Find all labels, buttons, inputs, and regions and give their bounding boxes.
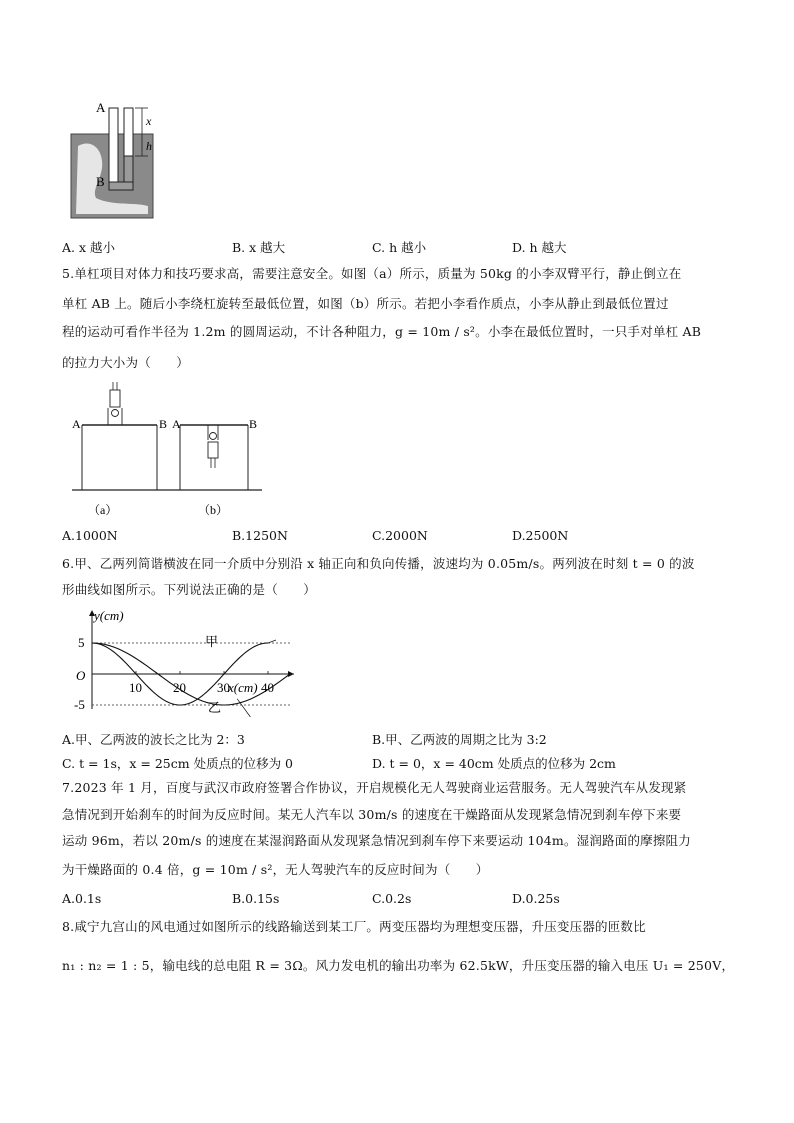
tube-b-top [124, 108, 133, 156]
q8-line-1: 8.咸宁九宫山的风电通过如图所示的线路输送到某工厂。两变压器均为理想变压器，升压变压器的匝数比 [62, 919, 646, 934]
q4-figure [62, 98, 182, 228]
q7-option-c: C.0.2s [372, 891, 412, 906]
person-b-body [208, 442, 218, 458]
q6-option-a: A.甲、乙两波的波长之比为 2：3 [62, 732, 245, 747]
q6-option-c: C. t = 1s，x = 25cm 处质点的位移为 0 [62, 756, 294, 771]
q6-option-b: B.甲、乙两波的周期之比为 3:2 [372, 732, 547, 747]
q5-option-c: C.2000N [372, 528, 428, 543]
tube-bottom [109, 182, 133, 190]
x-tick-label: 20 [173, 680, 186, 695]
q5-figure [62, 380, 282, 520]
q6-option-d: D. t = 0，x = 40cm 处质点的位移为 2cm [372, 756, 616, 771]
q4-option-a: A. x 越小 [62, 240, 115, 255]
series-label-yi: 乙 [208, 700, 222, 715]
fig-a-label-b: B [159, 417, 168, 431]
label-b: B [96, 174, 105, 189]
q5-option-a: A.1000N [62, 528, 118, 543]
fig-a-caption: （a） [88, 503, 118, 517]
q7-line-3: 运动 96m，若以 20m/s 的速度在某湿润路面从发现紧急情况到刹车停下来要运动 104m。湿润路面的摩擦阻力 [62, 833, 691, 848]
q7-line-1: 7.2023 年 1 月，百度与武汉市政府签署合作协议，开启规模化无人驾驶商业运营服务。无人驾驶汽车从发现紧 [62, 780, 687, 795]
q6-line-1: 6.甲、乙两列简谐横波在同一介质中分别沿 x 轴正向和负向传播，波速均为 0.05m/s。两列波在时刻 t = 0 的波 [62, 556, 695, 571]
q6-line-2: 形曲线如图所示。下列说法正确的是（ ） [62, 582, 317, 597]
label-a: A [96, 100, 106, 115]
fig-a-label-a: A [72, 417, 81, 431]
person-b-head [210, 433, 217, 440]
q5-line-3: 程的运动可看作半径为 1.2m 的圆周运动，不计各种阻力，g = 10m / s²。小李在最低位置时，一只手对单杠 AB [62, 324, 702, 339]
x-tick-label: 40 [261, 680, 274, 695]
q7-option-a: A.0.1s [62, 891, 102, 906]
x-tick-label: 10 [129, 680, 142, 695]
q7-line-4: 为干燥路面的 0.4 倍，g = 10m / s²，无人驾驶汽车的反应时间为（ ） [62, 862, 489, 877]
q7-option-d: D.0.25s [512, 891, 560, 906]
q8-line-2: n₁ : n₂ = 1 : 5，输电线的总电阻 R = 3Ω。风力发电机的输出功率为 62.5kW，升压变压器的输入电压 U₁ = 250V， [62, 958, 735, 973]
q4-option-d: D. h 越大 [512, 240, 567, 255]
tube-a [109, 108, 118, 188]
x-tick-label: 30 [217, 680, 230, 695]
label-h: h [146, 139, 152, 153]
x-axis-arrow [288, 671, 294, 677]
fig-b-caption: （b） [198, 503, 229, 517]
y-tick-label: 5 [78, 635, 85, 650]
y-axis-label: y(cm) [94, 608, 124, 623]
fig-b-label-b: B [249, 417, 258, 431]
label-x: x [146, 114, 152, 128]
q4-option-c: C. h 越小 [372, 240, 427, 255]
q5-option-b: B.1250N [232, 528, 288, 543]
q4-option-b: B. x 越大 [232, 240, 286, 255]
q5-option-d: D.2500N [512, 528, 569, 543]
q6-wave-chart [62, 606, 302, 716]
person-a-body [110, 390, 120, 407]
y-tick-label: -5 [74, 697, 85, 712]
q7-option-b: B.0.15s [232, 891, 280, 906]
series-jia-leader [268, 640, 276, 643]
x-axis-label: x(cm) [228, 680, 258, 695]
q5-line-1: 5.单杠项目对体力和技巧要求高，需要注意安全。如图（a）所示，质量为 50kg 的小李双臂平行，静止倒立在 [62, 266, 682, 281]
q5-line-2: 单杠 AB 上。随后小李绕杠旋转至最低位置，如图（b）所示。若把小李看作质点，小李从静止到最低位置过 [62, 296, 669, 311]
person-a-head [112, 410, 119, 417]
origin-label: O [76, 668, 86, 683]
series-label-jia: 甲 [205, 634, 219, 649]
q5-line-4: 的拉力大小为（ ） [62, 355, 190, 370]
fig-b-label-a: A [172, 417, 181, 431]
q7-line-2: 急情况到开始刹车的时间为反应时间。某无人汽车以 30m/s 的速度在干燥路面从发现紧急情况到刹车停下来要 [62, 807, 682, 822]
